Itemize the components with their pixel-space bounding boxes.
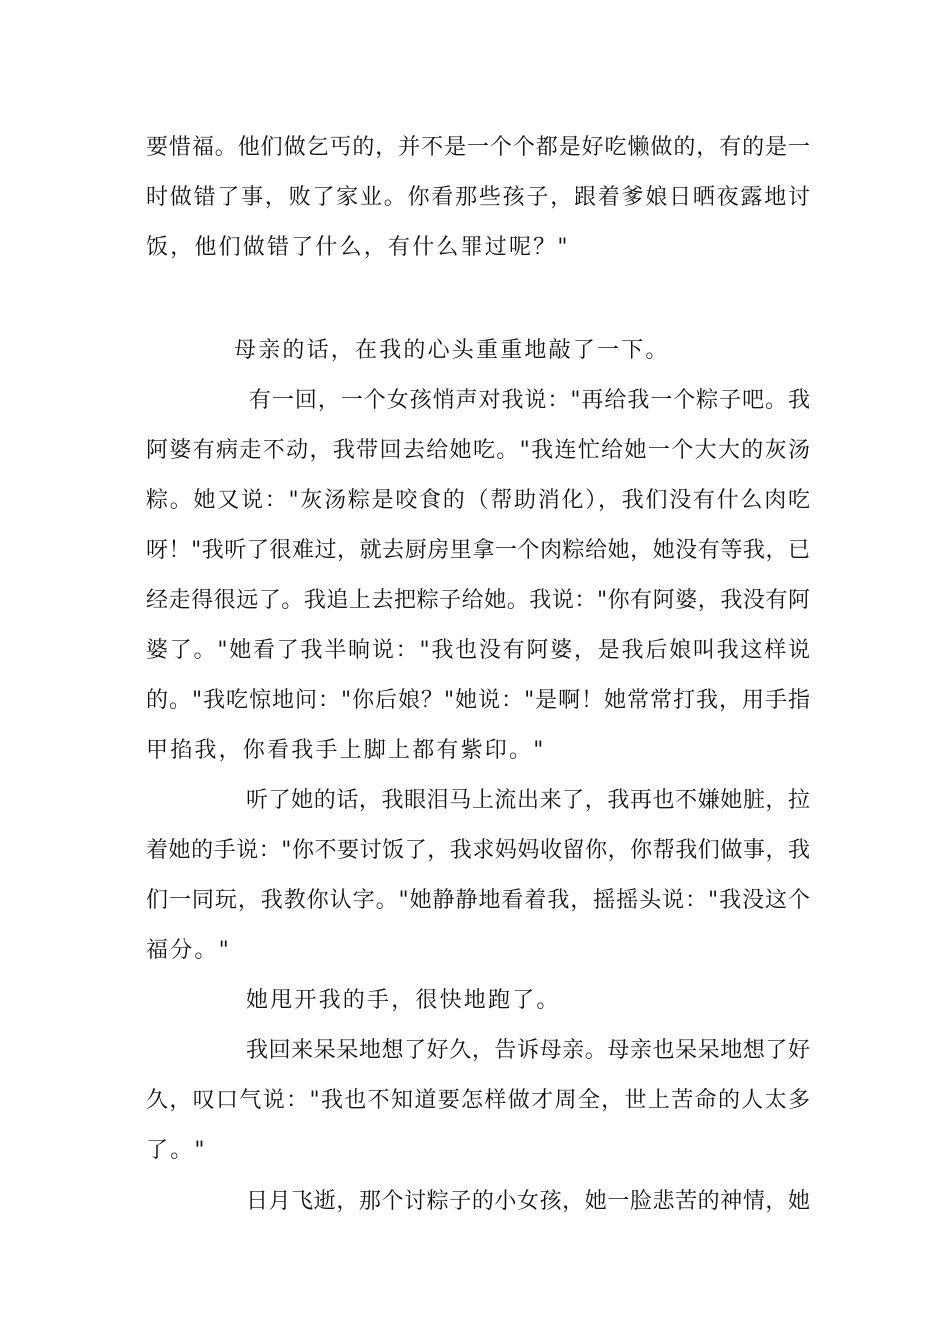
text-line: 要惜福。他们做乞丐的，并不是一个个都是好吃懒做的，有的是一 bbox=[146, 135, 810, 160]
text-line: 我回来呆呆地想了好久，告诉母亲。母亲也呆呆地想了好 bbox=[246, 1038, 810, 1063]
text-line: 的。"我吃惊地问："你后娘？"她说："是啊！她常常打我，用手指 bbox=[146, 688, 810, 713]
text-line: 日月飞逝，那个讨粽子的小女孩，她一脸悲苦的神情，她 bbox=[246, 1189, 810, 1214]
text-line: 阿婆有病走不动，我带回去给她吃。"我连忙给她一个大大的灰汤 bbox=[146, 438, 810, 463]
text-line: 经走得很远了。我追上去把粽子给她。我说："你有阿婆，我没有阿 bbox=[146, 588, 810, 613]
text-line: 听了她的话，我眼泪马上流出来了，我再也不嫌她脏，拉 bbox=[246, 788, 810, 813]
text-line: 了。" bbox=[146, 1138, 207, 1163]
text-line: 着她的手说："你不要讨饭了，我求妈妈收留你，你帮我们做事，我 bbox=[146, 838, 810, 863]
text-line: 呀！"我听了很难过，就去厨房里拿一个肉粽给她，她没有等我，已 bbox=[146, 538, 810, 563]
text-line: 福分。" bbox=[146, 938, 231, 963]
text-line: 粽。她又说："灰汤粽是咬食的（帮助消化），我们没有什么肉吃 bbox=[146, 488, 810, 513]
text-line: 她甩开我的手，很快地跑了。 bbox=[246, 988, 561, 1013]
text-line: 久，叹口气说："我也不知道要怎样做才周全，世上苦命的人太多 bbox=[146, 1088, 810, 1113]
text-line: 们一同玩，我教你认字。"她静静地看着我，摇摇头说："我没这个 bbox=[146, 888, 810, 913]
text-line: 母亲的话，在我的心头重重地敲了一下。 bbox=[234, 338, 670, 363]
text-line: 饭，他们做错了什么，有什么罪过呢？" bbox=[146, 235, 570, 260]
text-line: 婆了。"她看了我半晌说："我也没有阿婆，是我后娘叫我这样说 bbox=[146, 638, 810, 663]
text-line: 有一回，一个女孩悄声对我说："再给我一个粽子吧。我 bbox=[249, 388, 810, 413]
text-line: 时做错了事，败了家业。你看那些孩子，跟着爹娘日晒夜露地讨 bbox=[146, 185, 810, 210]
text-line: 甲掐我，你看我手上脚上都有紫印。" bbox=[146, 738, 546, 763]
